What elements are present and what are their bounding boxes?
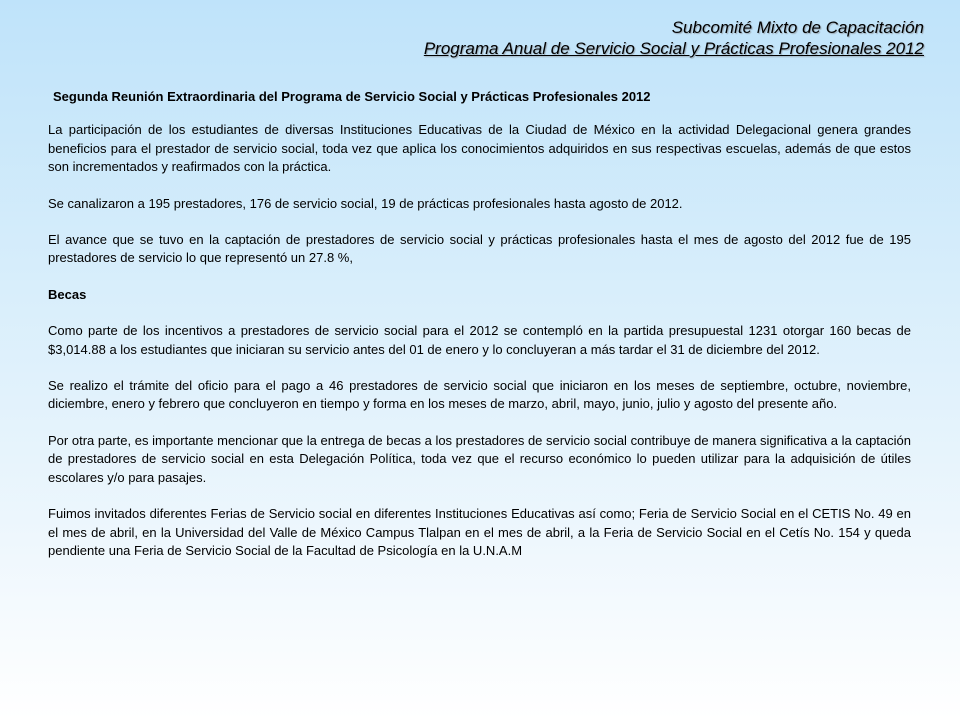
paragraph-incentives: Como parte de los incentivos a prestadores de servicio social para el 2012 se contempló en la partida presupuestal 1231 otorgar 160 becas de $3,014.88 a los estudiantes que iniciaran su servicio antes del 01 de enero y lo concluyeran a más tardar el 31 de diciembre del 2012. <box>48 323 911 357</box>
slide-header <box>424 18 924 59</box>
paragraph-channeled: Se canalizaron a 195 prestadores, 176 de servicio social, 19 de prácticas profesionales hasta agosto de 2012. <box>48 195 683 211</box>
paragraph-payment: Se realizo el trámite del oficio para el pago a 46 prestadores de servicio social que iniciaron en los meses de septiembre, octubre, noviembre, diciembre, enero y febrero que concluyeron en tiempo y forma en los meses de marzo, abril, mayo, junio, julio y agosto del presente año. <box>48 378 911 412</box>
section-heading-becas: Becas <box>48 286 87 302</box>
header-subtitle: Programa Anual de Servicio Social y Prácticas Profesionales 2012 <box>423 39 924 58</box>
paragraph-participation: La participación de los estudiantes de diversas Instituciones Educativas de la Ciudad de México en la actividad Delegacional genera grandes beneficios para el prestador de servicio social, toda vez que aplica los conocimientos adquiridos en sus respectivas escuelas, además de que estos son incrementados y reafirmados con la práctica. <box>48 122 911 175</box>
slide-body <box>48 88 911 578</box>
paragraph-progress: El avance que se tuvo en la captación de prestadores de servicio social y prácticas profesionales hasta el mes de agosto del 2012 fue de 195 prestadores de servicio lo que representó un 27.8 %, <box>48 232 911 266</box>
paragraph-fairs: Fuimos invitados diferentes Ferias de Servicio social en diferentes Instituciones Educativas así como; Feria de Servicio Social en el CETIS No. 49 en el mes de abril, en la Universidad del Valle de México Campus Tlalpan en el mes de abril, a la Feria de Servicio Social en el Cetís No. 154 y queda pendiente una Feria de Servicio Social de la Facultad de Psicología en la U.N.A.M <box>48 506 911 558</box>
meeting-title: Segunda Reunión Extraordinaria del Programa de Servicio Social y Prácticas Profesionales 2012 <box>53 89 651 104</box>
paragraph-importance: Por otra parte, es importante mencionar que la entrega de becas a los prestadores de servicio social contribuye de manera significativa a la captación de prestadores de servicio social en esta Delegación Política, toda vez que el recurso económico lo pueden utilizar para la adquisición de útiles escolares y/o para pasajes. <box>48 432 911 485</box>
header-title: Subcomité Mixto de Capacitación <box>671 18 924 37</box>
